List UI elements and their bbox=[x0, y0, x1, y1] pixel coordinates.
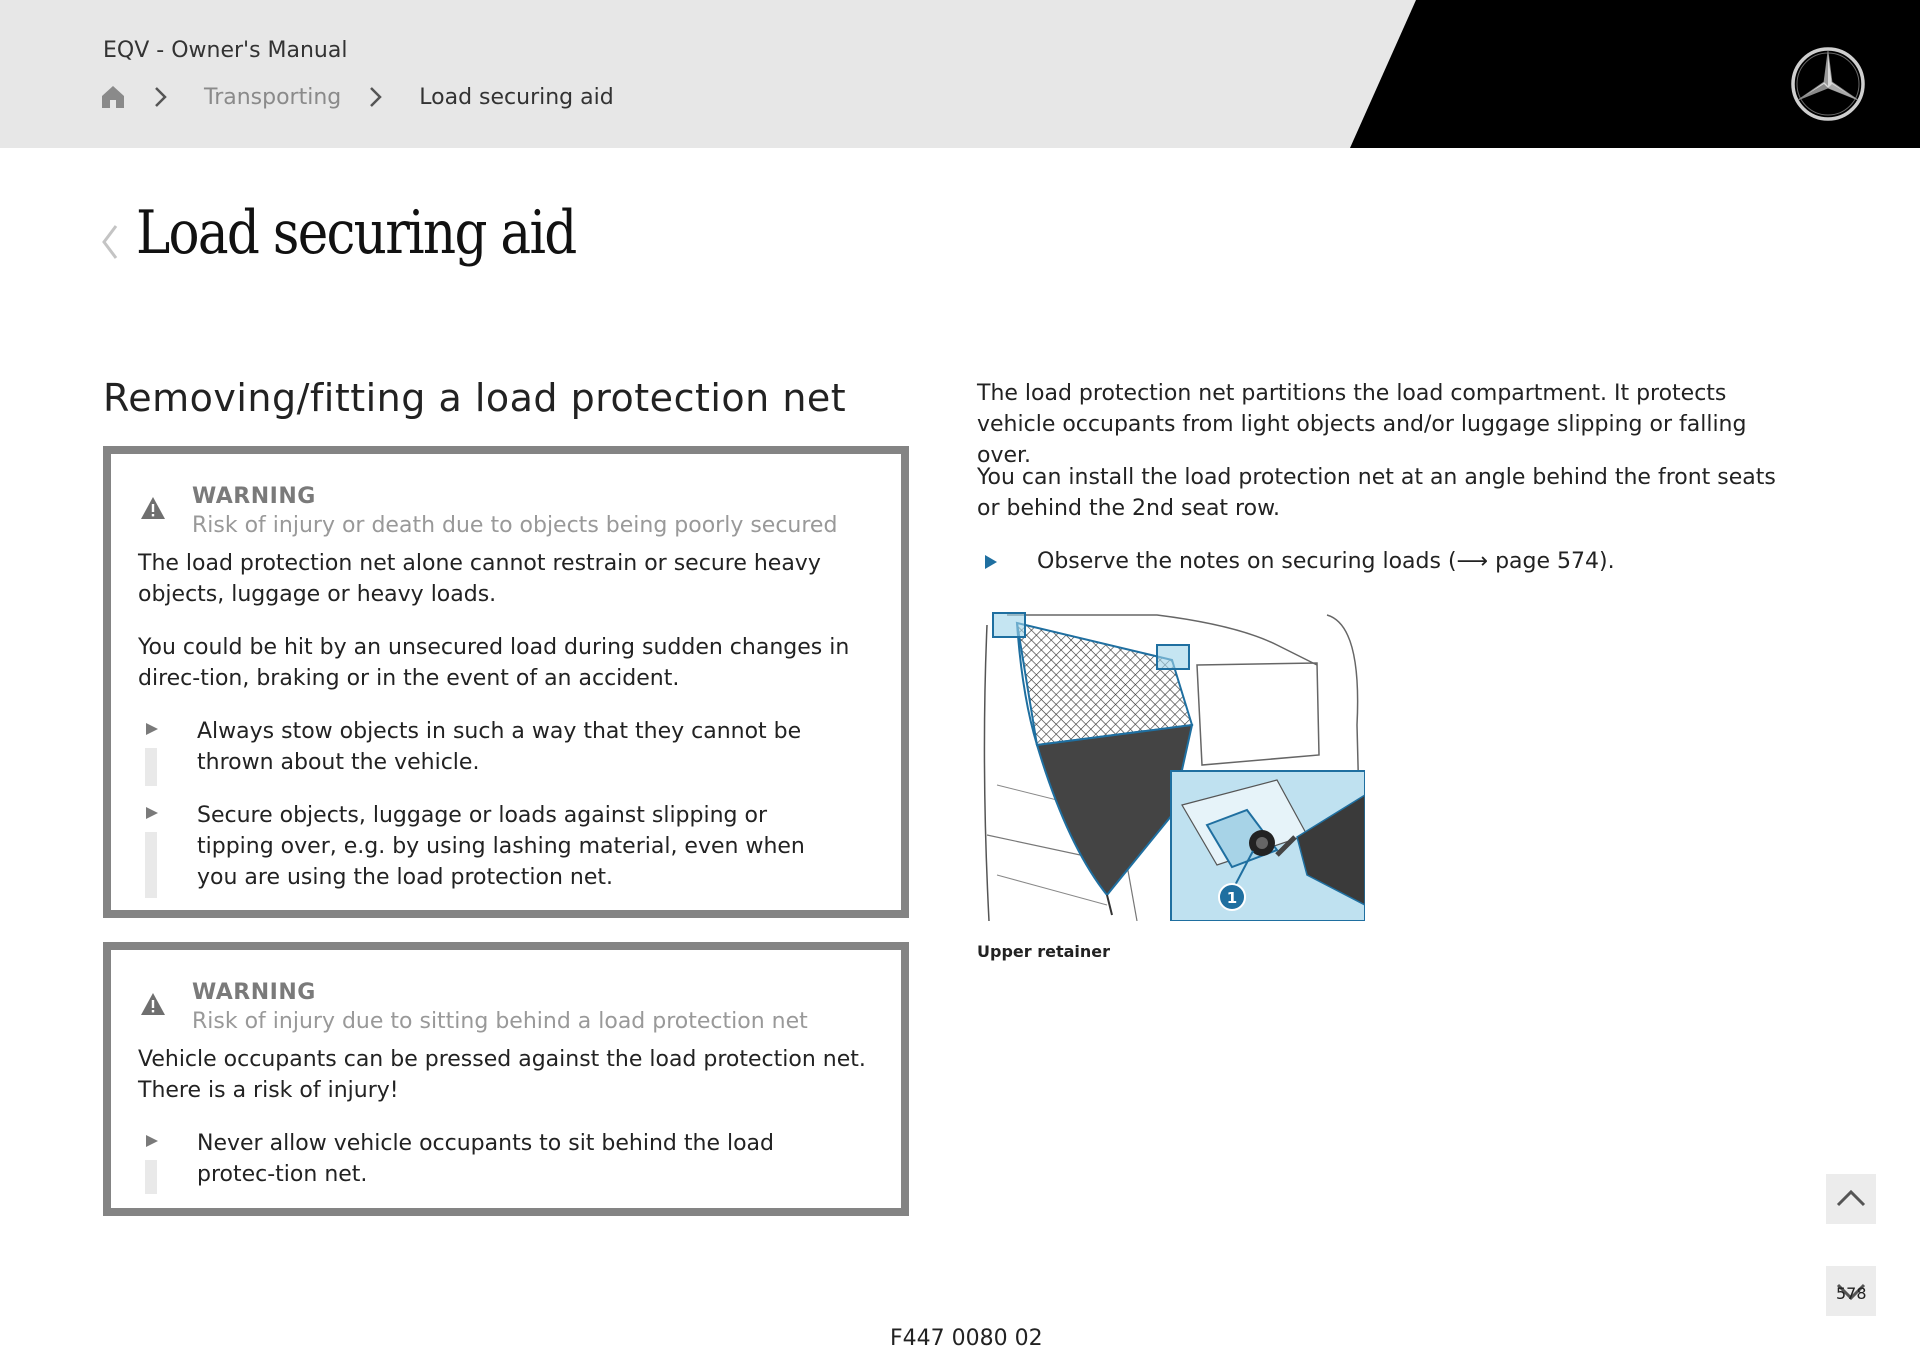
doc-title: EQV - Owner's Manual bbox=[103, 38, 348, 63]
chevron-up-icon bbox=[1826, 1174, 1876, 1224]
instruction-link-text[interactable]: Observe the notes on securing loads (⟶ page 574). bbox=[1037, 549, 1615, 574]
bullet-triangle-icon bbox=[984, 554, 998, 570]
warning-triangle-icon bbox=[140, 496, 166, 520]
warning-paragraph: Vehicle occupants can be pressed against the load protection net. There is a risk of injury! bbox=[138, 1047, 866, 1103]
bullet-triangle-icon bbox=[145, 722, 159, 736]
illustration-svg bbox=[977, 605, 1365, 921]
warning-paragraph: You could be hit by an unsecured load during sudden changes in direc-tion, braking or in the event of an accident. bbox=[138, 635, 850, 691]
load-net-illustration bbox=[977, 605, 1365, 921]
warning-triangle-icon bbox=[140, 992, 166, 1016]
warning-subtitle: Risk of injury due to sitting behind a load protection net bbox=[192, 1009, 808, 1034]
bullet-bar bbox=[145, 832, 157, 898]
home-icon[interactable] bbox=[100, 84, 126, 110]
callout-number: 1 bbox=[1226, 889, 1238, 907]
body-paragraph: You can install the load protection net at an angle behind the front seats or behind the 2nd seat row. bbox=[977, 465, 1776, 521]
section-heading: Removing/fitting a load protection net bbox=[103, 376, 847, 420]
bullet-bar bbox=[145, 748, 157, 786]
page-title: Load securing aid bbox=[136, 198, 576, 268]
warning-bullet-text: Never allow vehicle occupants to sit behind the load protec-tion net. bbox=[197, 1131, 774, 1187]
chevron-right-icon bbox=[369, 86, 383, 108]
figure-code: F447 0080 02 bbox=[890, 1326, 1043, 1351]
warning-paragraph: The load protection net alone cannot restrain or secure heavy objects, luggage or heavy loads. bbox=[138, 551, 821, 607]
breadcrumb bbox=[100, 80, 614, 114]
bullet-bar bbox=[145, 1160, 157, 1194]
bullet-triangle-icon bbox=[145, 1134, 159, 1148]
bullet-triangle-icon bbox=[145, 806, 159, 820]
chevron-right-icon bbox=[154, 86, 168, 108]
warning-label: WARNING bbox=[192, 484, 316, 509]
breadcrumb-current: Load securing aid bbox=[419, 84, 614, 110]
warning-box bbox=[103, 446, 909, 918]
back-chevron-icon[interactable] bbox=[100, 222, 120, 262]
warning-subtitle: Risk of injury or death due to objects being poorly secured bbox=[192, 513, 838, 538]
three-pointed-star-icon[interactable] bbox=[1790, 46, 1866, 122]
warning-bullet-text: Secure objects, luggage or loads against slipping or tipping over, e.g. by using lashing material, even when you are using the load protection net. bbox=[197, 803, 805, 890]
body-paragraph: The load protection net partitions the load compartment. It protects vehicle occupants from light objects and/or luggage slipping or falling over. bbox=[977, 381, 1747, 468]
scroll-up-button[interactable] bbox=[1826, 1174, 1876, 1224]
warning-label: WARNING bbox=[192, 980, 316, 1005]
figure-caption: Upper retainer bbox=[977, 942, 1111, 961]
warning-bullet-text: Always stow objects in such a way that they cannot be thrown about the vehicle. bbox=[197, 719, 802, 775]
page-number: 578 bbox=[1836, 1284, 1867, 1303]
warning-box bbox=[103, 942, 909, 1216]
breadcrumb-link-transporting[interactable]: Transporting bbox=[204, 84, 342, 110]
